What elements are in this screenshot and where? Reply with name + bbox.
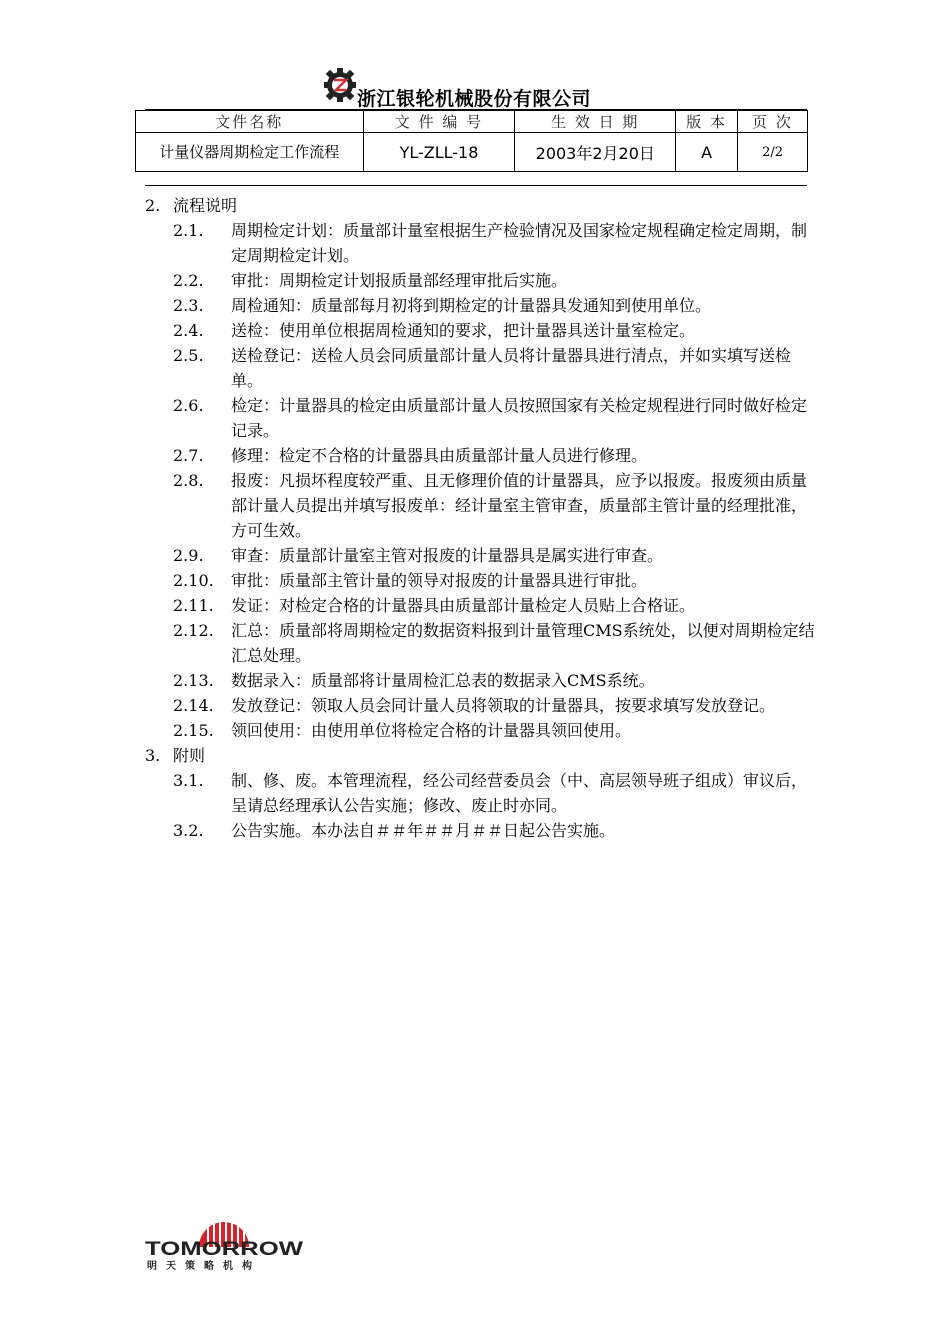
item-text: 修理：检定不合格的计量器具由质量部计量人员进行修理。 [231,446,648,465]
list-item [145,268,815,293]
item-text: 周检通知：质量部每月初将到期检定的计量器具发通知到使用单位。 [231,296,712,315]
item-number: 2.8. [173,471,204,490]
list-item [145,543,815,568]
item-number: 2.9. [173,546,204,565]
item-number: 2.1. [173,221,204,240]
body-top-rule [145,185,807,186]
list-item [145,593,815,618]
company-gear-logo-icon [323,67,357,103]
logo-tagline-text: 明天策略机构 [147,1261,261,1271]
list-item [145,443,815,468]
list-item [145,618,815,668]
item-number: 2.10. [173,571,214,590]
item-text: 审批：质量部主管计量的领导对报废的计量器具进行审批。 [231,571,648,590]
item-number: 3.2. [173,821,204,840]
item-text: 送检：使用单位根据周检通知的要求，把计量器具送计量室检定。 [231,321,696,340]
item-text: 领回使用：由使用单位将检定合格的计量器具领回使用。 [231,721,632,740]
item-text: 报废：凡损坏程度较严重、且无修理价值的计量器具，应予以报废。报废须由质量部计量人员提出并填写报废单：经计量室主管审查，质量部主管计量的经理批准，方可生效。 [231,471,808,540]
version-cell: A [676,133,738,172]
section-number: 2. [145,196,161,215]
section-heading [145,193,815,218]
item-number: 2.15. [173,721,214,740]
list-item [145,218,815,268]
item-number: 2.13. [173,671,214,690]
item-number: 2.2. [173,271,204,290]
list-item [145,568,815,593]
item-number: 2.5. [173,346,204,365]
item-text: 制、修、废。本管理流程，经公司经营委员会（中、高层领导班子组成）审议后，呈请总经理承认公告实施；修改、废止时亦同。 [231,771,808,815]
list-item [145,343,815,393]
logo-brand-text: TOMORROW [145,1239,303,1260]
item-text: 送检登记：送检人员会同质量部计量人员将计量器具进行清点，并如实填写送检单。 [231,346,792,390]
page-cell: 2/2 [738,133,808,172]
section-number: 3. [145,746,161,765]
document-meta-table [135,110,808,172]
company-name: 浙江银轮机械股份有限公司 [357,88,592,110]
item-number: 2.12. [173,621,214,640]
meta-header-cell: 版 本 [676,111,738,133]
meta-header-cell: 文件名称 [136,111,364,133]
item-text: 公告实施。本办法自＃＃年＃＃月＃＃日起公告实施。 [231,821,616,840]
meta-header-cell: 生 效 日 期 [515,111,676,133]
list-item [145,768,815,818]
meta-header-cell: 文 件 编 号 [363,111,515,133]
doc-name-cell: 计量仪器周期检定工作流程 [136,133,364,172]
item-number: 3.1. [173,771,204,790]
list-item [145,668,815,693]
item-number: 2.4. [173,321,204,340]
list-item [145,693,815,718]
list-item [145,293,815,318]
list-item [145,468,815,543]
effective-date-cell: 2003年2月20日 [515,133,676,172]
item-number: 2.11. [173,596,214,615]
list-item [145,718,815,743]
meta-header-row [136,111,808,133]
item-text: 检定：计量器具的检定由质量部计量人员按照国家有关检定规程进行同时做好检定记录。 [231,396,808,440]
item-number: 2.6. [173,396,204,415]
list-item [145,318,815,343]
item-text: 周期检定计划：质量部计量室根据生产检验情况及国家检定规程确定检定周期，制定周期检定计划。 [231,221,808,265]
section-title: 流程说明 [173,196,238,215]
item-text: 数据录入：质量部将计量周检汇总表的数据录入CMS系统。 [231,671,655,690]
item-number: 2.3. [173,296,204,315]
section-title: 附则 [173,746,206,765]
tomorrow-logo [145,1213,303,1271]
document-body [145,193,815,843]
item-number: 2.7. [173,446,204,465]
doc-number-cell: YL-ZLL-18 [363,133,515,172]
meta-header-cell: 页 次 [738,111,808,133]
meta-value-row [136,133,808,172]
item-text: 审查：质量部计量室主管对报废的计量器具是属实进行审查。 [231,546,664,565]
item-text: 发放登记：领取人员会同计量人员将领取的计量器具，按要求填写发放登记。 [231,696,776,715]
item-text: 审批：周期检定计划报质量部经理审批后实施。 [231,271,568,290]
list-item [145,818,815,843]
item-text: 汇总：质量部将周期检定的数据资料报到计量管理CMS系统处，以便对周期检定结汇总处理。 [231,621,815,665]
item-text: 发证：对检定合格的计量器具由质量部计量检定人员贴上合格证。 [231,596,696,615]
section-heading [145,743,815,768]
list-item [145,393,815,443]
item-number: 2.14. [173,696,214,715]
